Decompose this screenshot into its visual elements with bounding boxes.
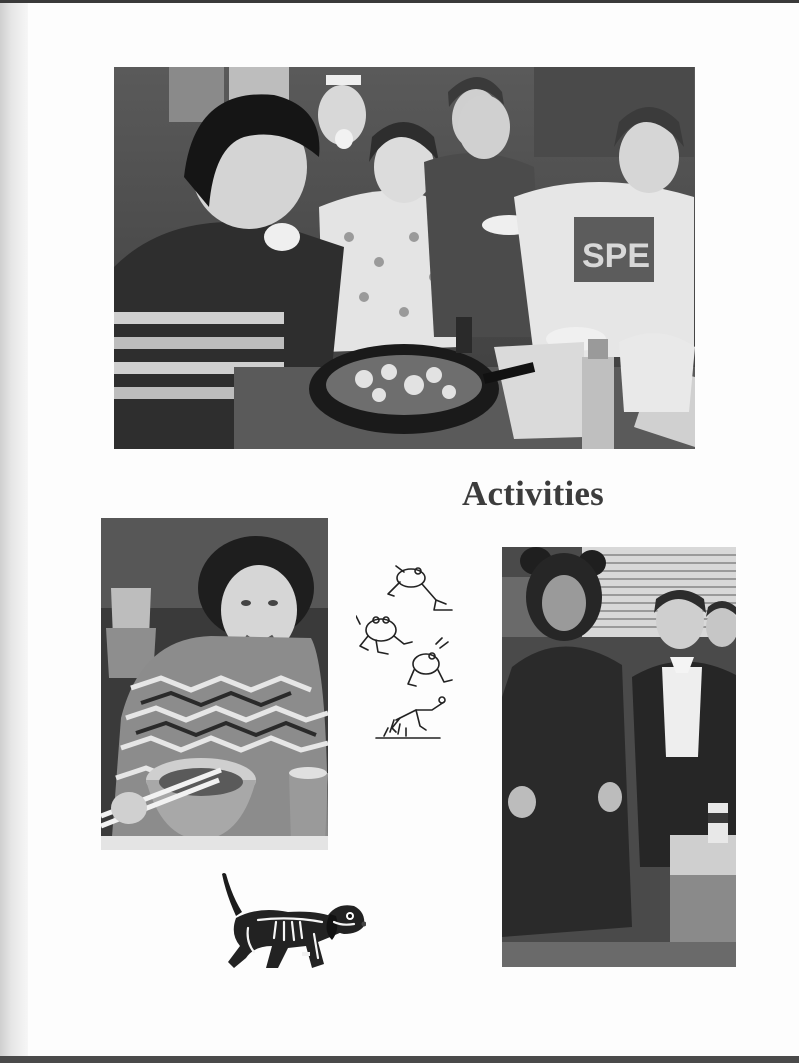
page-bottom-edge <box>0 1056 799 1063</box>
cooking-class-photo <box>114 67 695 449</box>
cooking-class-image <box>114 67 695 449</box>
chopsticks-meal-photo <box>101 518 328 850</box>
dog-drawing <box>218 872 366 974</box>
leaping-frogs-drawing <box>356 560 460 742</box>
svg-text:SPE: SPE <box>582 237 651 275</box>
page-gutter-shadow <box>0 0 28 1063</box>
halloween-costume-photo <box>502 547 736 967</box>
page-title: Activities <box>462 474 604 513</box>
page-top-edge <box>0 0 799 3</box>
dog-icon <box>218 872 366 974</box>
chopsticks-meal-image <box>101 518 328 850</box>
leaping-frogs-icon <box>356 560 460 742</box>
halloween-costume-image <box>502 547 736 967</box>
